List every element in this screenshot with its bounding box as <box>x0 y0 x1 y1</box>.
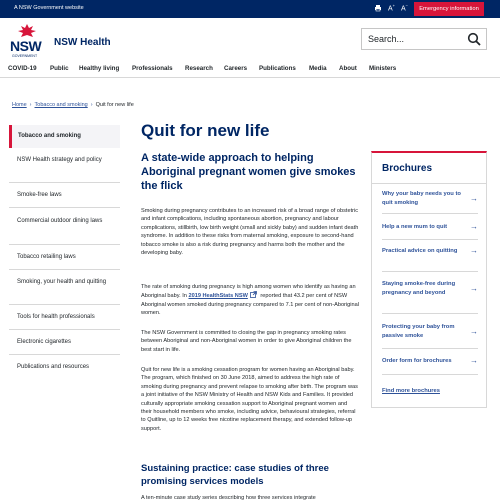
breadcrumb-current: Quit for new life <box>95 102 134 108</box>
divider <box>382 271 478 272</box>
arrow-right-icon: → <box>470 356 478 365</box>
nav-item-ministers[interactable]: Ministers <box>369 65 397 72</box>
brochure-link-help-new-mum[interactable] <box>382 223 478 232</box>
nav-item-public[interactable]: Public <box>50 65 69 72</box>
breadcrumb-tobacco-and-smoking[interactable]: Tobacco and smoking <box>34 102 88 108</box>
logo-government-label: GOVERNMENT <box>12 54 38 58</box>
nav-item-careers[interactable]: Careers <box>224 65 248 72</box>
search-placeholder: Search... <box>368 34 405 44</box>
sidebar-item-outdoor-dining-laws[interactable]: Commercial outdoor dining laws <box>9 208 120 245</box>
main-navigation <box>0 62 500 78</box>
print-icon[interactable] <box>374 4 382 14</box>
nsw-logo[interactable] <box>10 23 44 61</box>
brochure-link-label: Staying smoke-free during pregnancy and beyond <box>382 281 456 296</box>
arrow-right-icon: → <box>470 193 478 203</box>
chevron-right-icon: › <box>90 102 93 108</box>
brochure-link-label: Help a new mum to quit <box>382 224 448 230</box>
breadcrumb <box>12 102 134 108</box>
brochures-panel <box>371 151 487 408</box>
brochure-link-label: Why your baby needs you to quit smoking <box>382 191 461 206</box>
brochure-link-label: Order form for brochures <box>382 358 452 364</box>
paragraph-rates-text-2: reported that 43.2 per cent of NSW Aboriginal women smoked during pregnancy compared to 7.1 per cent of non-Aboriginal women. <box>141 293 359 317</box>
site-header <box>0 18 500 62</box>
nav-item-media[interactable]: Media <box>309 65 327 72</box>
sidebar-item-smoking-health-quitting[interactable]: Smoking, your health and quitting <box>9 270 120 305</box>
divider <box>382 348 478 349</box>
page-title: Quit for new life <box>141 121 270 140</box>
paragraph-commitment: The NSW Government is committed to closing the gap in pregnancy smoking rates between Aboriginal and non-Aboriginal women in order to give Aboriginal children the best start in life. <box>141 330 352 353</box>
arrow-right-icon: → <box>470 222 478 231</box>
nav-item-covid-19[interactable]: COVID-19 <box>8 65 37 72</box>
divider <box>382 374 478 375</box>
logo-wordmark: NSW <box>10 38 42 54</box>
arrow-right-icon: → <box>470 326 478 336</box>
sidebar-item-smoke-free-laws[interactable]: Smoke-free laws <box>9 183 120 208</box>
government-banner <box>0 0 500 18</box>
paragraph-program: Quit for new life is a smoking cessation program for women having an Aboriginal baby. The program, which finished on 30 June 2018, aimed to address the high rate of smoking during pregnancy and prevent relapse to smoking after birth. The program was a joint initiative of the NSW Ministry of Health and NSW Kids and Families. It provided culturally appropriate smoking cessation support to Aboriginal pregnant women and their household members who smoke, including advice, behavioural strategies, referral to Quitline, up to 12 weeks free nicotine replacement therapy, and extended follow-up support. <box>141 367 358 432</box>
brochure-link-label: Protecting your baby from passive smoke <box>382 324 455 339</box>
breadcrumb-home[interactable]: Home <box>12 102 27 108</box>
divider <box>382 313 478 314</box>
search-input[interactable] <box>361 28 487 50</box>
brochure-link-order-form[interactable] <box>382 357 478 366</box>
brochure-link-why-quit[interactable] <box>382 190 478 207</box>
chevron-right-icon: › <box>29 102 32 108</box>
nav-item-professionals[interactable]: Professionals <box>132 65 173 72</box>
paragraph-rates <box>141 283 359 318</box>
external-link-icon <box>250 291 257 298</box>
section-heading-sustaining-practice: Sustaining practice: case studies of three promising services models <box>141 463 329 487</box>
arrow-right-icon: → <box>470 246 478 255</box>
site-name[interactable]: NSW Health <box>54 37 111 48</box>
paragraph-case-studies: A ten-minute case study series describing how three services integrate <box>141 495 316 500</box>
gov-website-label: A NSW Government website <box>14 5 84 11</box>
waratah-icon <box>16 23 38 39</box>
nav-item-research[interactable]: Research <box>185 65 213 72</box>
divider <box>382 239 478 240</box>
nav-item-healthy-living[interactable]: Healthy living <box>79 65 120 72</box>
emergency-information-button[interactable]: Emergency information <box>414 2 484 16</box>
brochure-link-staying-smoke-free[interactable] <box>382 280 478 297</box>
decrease-font-icon[interactable]: A− <box>401 3 409 13</box>
nav-item-about[interactable]: About <box>339 65 357 72</box>
brochure-link-label: Practical advice on quitting <box>382 248 458 254</box>
brochures-heading: Brochures <box>382 163 433 174</box>
increase-font-icon[interactable]: A+ <box>388 3 396 13</box>
page-subtitle: A state-wide approach to helping Aboriginal pregnant women give smokes the flick <box>141 152 356 192</box>
sidebar-item-electronic-cigarettes[interactable]: Electronic cigarettes <box>9 330 120 355</box>
paragraph-rates-text-1: The rate of smoking during pregnancy is high among women who identify as having an Aboriginal baby. In <box>141 284 356 300</box>
brochure-link-passive-smoke[interactable] <box>382 323 478 340</box>
sidebar-item-strategy-and-policy[interactable]: NSW Health strategy and policy <box>9 148 120 183</box>
find-more-brochures-link[interactable]: Find more brochures <box>382 388 440 394</box>
sidebar-item-publications-resources[interactable]: Publications and resources <box>17 364 90 370</box>
divider <box>372 183 486 184</box>
sidebar-item-tobacco-and-smoking[interactable]: Tobacco and smoking <box>9 125 120 148</box>
divider <box>382 213 478 214</box>
paragraph-risks: Smoking during pregnancy contributes to an increased risk of a broad range of obstetric and infant complications, including spontaneous abortion, pregnancy and labour complications, stillbirth, low birth weight (small and sickly baby) and sudden infant death syndrome. In addition to these risks from maternal smoking, exposure to second-hand tobacco smoke is also a risk during pregnancy and harms both the mother and the developing baby. <box>141 208 359 257</box>
search-icon[interactable] <box>467 32 481 51</box>
nav-item-publications[interactable]: Publications <box>259 65 296 72</box>
brochure-link-practical-advice[interactable] <box>382 247 478 256</box>
healthstats-link[interactable]: 2019 HealthStats NSW <box>188 293 248 300</box>
arrow-right-icon: → <box>470 283 478 293</box>
sidebar-item-tools-for-professionals[interactable]: Tools for health professionals <box>9 305 120 330</box>
sidebar-item-tobacco-retailing-laws[interactable]: Tobacco retailing laws <box>9 245 120 270</box>
